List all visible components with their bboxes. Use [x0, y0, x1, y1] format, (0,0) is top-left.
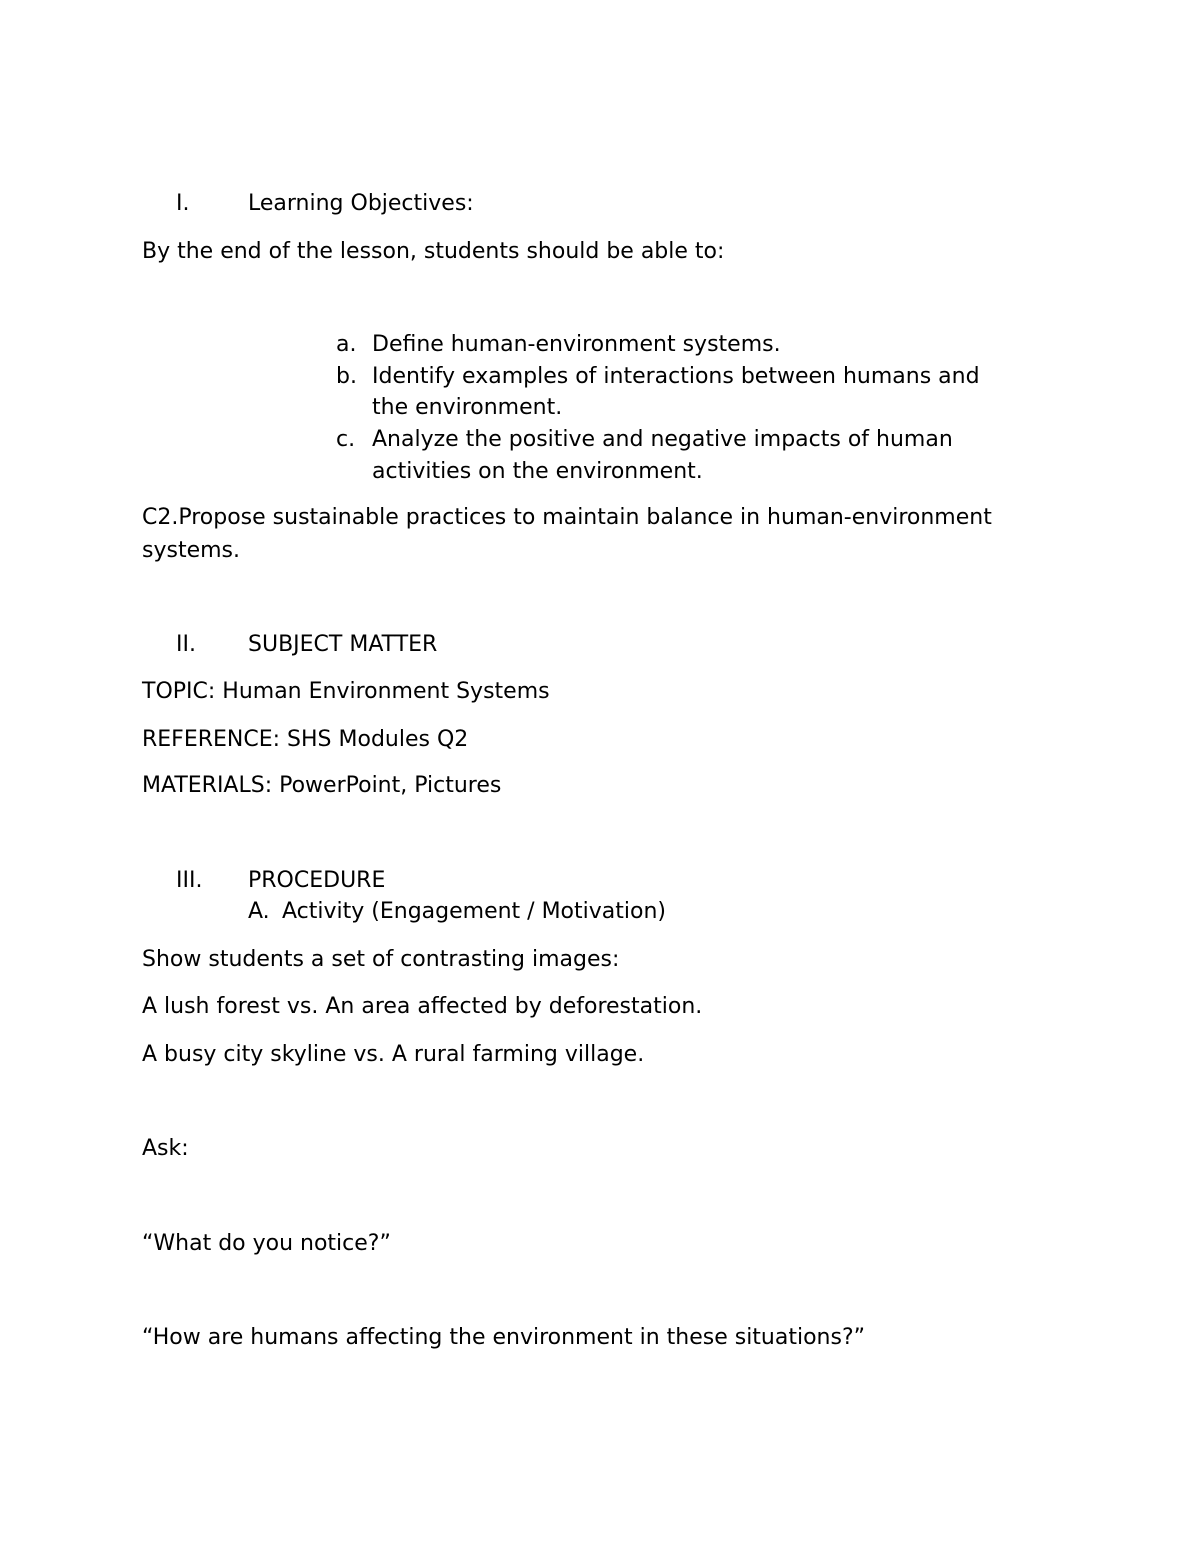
ask-label: Ask: — [142, 1136, 189, 1161]
section-2-numeral: II. — [176, 632, 196, 657]
section-3-numeral: III. — [176, 868, 203, 893]
objective-b-text-line-1: Identify examples of interactions between humans and — [372, 364, 980, 389]
objective-c-marker: c. — [336, 427, 356, 452]
reference-line: REFERENCE: SHS Modules Q2 — [142, 727, 469, 752]
image-pair-1: A lush forest vs. An area affected by deforestation. — [142, 994, 703, 1019]
objective-c-text-line-2: activities on the environment. — [372, 459, 703, 484]
section-1-numeral: I. — [176, 191, 190, 216]
section-1-heading: Learning Objectives: — [248, 191, 474, 216]
objective-c-text-line-1: Analyze the positive and negative impacts of human — [372, 427, 953, 452]
objective-b-text-line-2: the environment. — [372, 395, 563, 420]
objective-a-marker: a. — [336, 332, 357, 357]
objective-c2-line-1: C2.Propose sustainable practices to maintain balance in human-environment — [142, 505, 992, 530]
image-pair-2: A busy city skyline vs. A rural farming village. — [142, 1042, 645, 1067]
objective-b-marker: b. — [336, 364, 357, 389]
materials-line: MATERIALS: PowerPoint, Pictures — [142, 773, 502, 798]
objectives-intro: By the end of the lesson, students should be able to: — [142, 239, 725, 264]
question-1: “What do you notice?” — [142, 1231, 391, 1256]
objective-a-text: Define human-environment systems. — [372, 332, 781, 357]
activity-heading: Activity (Engagement / Motivation) — [282, 899, 666, 924]
question-2: “How are humans affecting the environment in these situations?” — [142, 1325, 866, 1350]
activity-marker: A. — [248, 899, 270, 924]
objective-c2-line-2: systems. — [142, 538, 240, 563]
topic-line: TOPIC: Human Environment Systems — [142, 679, 550, 704]
section-2-heading: SUBJECT MATTER — [248, 632, 438, 657]
show-images-line: Show students a set of contrasting images: — [142, 947, 620, 972]
section-3-heading: PROCEDURE — [248, 868, 386, 893]
